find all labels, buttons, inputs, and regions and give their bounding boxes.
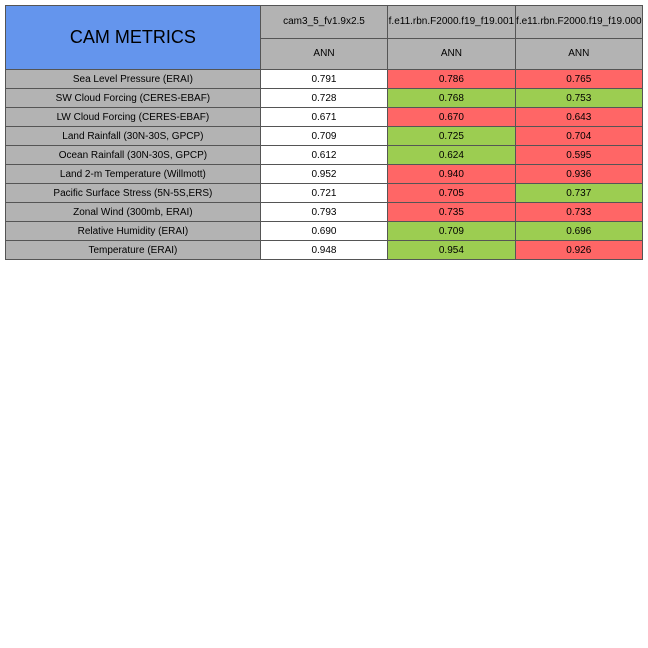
column-header-case-1: cam3_5_fv1.9x2.5 [260, 6, 387, 39]
table-row [6, 89, 643, 108]
metric-label: Temperature (ERAI) [6, 241, 261, 260]
metric-value-cell: 0.940 [388, 165, 515, 184]
metric-value-cell: 0.765 [515, 70, 642, 89]
metric-value-cell: 0.753 [515, 89, 642, 108]
column-header-case-3: f.e11.rbn.F2000.f19_f19.000 [515, 6, 642, 39]
metric-value-cell: 0.705 [388, 184, 515, 203]
table-row [6, 203, 643, 222]
column-header-period-1: ANN [260, 38, 387, 70]
metric-label: LW Cloud Forcing (CERES-EBAF) [6, 108, 261, 127]
metric-value-cell: 0.737 [515, 184, 642, 203]
metric-value-cell: 0.696 [515, 222, 642, 241]
table-row [6, 184, 643, 203]
metric-value-cell: 0.670 [388, 108, 515, 127]
metric-value-cell: 0.954 [388, 241, 515, 260]
metric-value-cell: 0.735 [388, 203, 515, 222]
table-row [6, 127, 643, 146]
column-header-case-2: f.e11.rbn.F2000.f19_f19.001 [388, 6, 515, 39]
column-header-period-2: ANN [388, 38, 515, 70]
header-row-cases [6, 6, 643, 39]
metric-value-cell: 0.690 [260, 222, 387, 241]
table-row [6, 222, 643, 241]
metric-label: Relative Humidity (ERAI) [6, 222, 261, 241]
metric-label: SW Cloud Forcing (CERES-EBAF) [6, 89, 261, 108]
metric-value-cell: 0.709 [388, 222, 515, 241]
table-body [6, 6, 643, 260]
metric-value-cell: 0.704 [515, 127, 642, 146]
metric-value-cell: 0.793 [260, 203, 387, 222]
table-title: CAM METRICS [6, 6, 261, 70]
metric-label: Zonal Wind (300mb, ERAI) [6, 203, 261, 222]
metric-label: Ocean Rainfall (30N-30S, GPCP) [6, 146, 261, 165]
metric-value-cell: 0.725 [388, 127, 515, 146]
metric-value-cell: 0.733 [515, 203, 642, 222]
metric-label: Land 2-m Temperature (Willmott) [6, 165, 261, 184]
metric-value-cell: 0.612 [260, 146, 387, 165]
metric-value-cell: 0.786 [388, 70, 515, 89]
metric-value-cell: 0.791 [260, 70, 387, 89]
column-header-period-3: ANN [515, 38, 642, 70]
metric-value-cell: 0.643 [515, 108, 642, 127]
table-row [6, 70, 643, 89]
metric-value-cell: 0.728 [260, 89, 387, 108]
table-row [6, 108, 643, 127]
metric-value-cell: 0.952 [260, 165, 387, 184]
table-row [6, 146, 643, 165]
metric-value-cell: 0.624 [388, 146, 515, 165]
metric-value-cell: 0.721 [260, 184, 387, 203]
metric-value-cell: 0.709 [260, 127, 387, 146]
table-row [6, 241, 643, 260]
metric-value-cell: 0.936 [515, 165, 642, 184]
metric-value-cell: 0.595 [515, 146, 642, 165]
table-row [6, 165, 643, 184]
metric-value-cell: 0.948 [260, 241, 387, 260]
metric-value-cell: 0.768 [388, 89, 515, 108]
metrics-table [5, 5, 643, 260]
metric-value-cell: 0.926 [515, 241, 642, 260]
metric-label: Sea Level Pressure (ERAI) [6, 70, 261, 89]
metric-value-cell: 0.671 [260, 108, 387, 127]
metric-label: Pacific Surface Stress (5N-5S,ERS) [6, 184, 261, 203]
metric-label: Land Rainfall (30N-30S, GPCP) [6, 127, 261, 146]
